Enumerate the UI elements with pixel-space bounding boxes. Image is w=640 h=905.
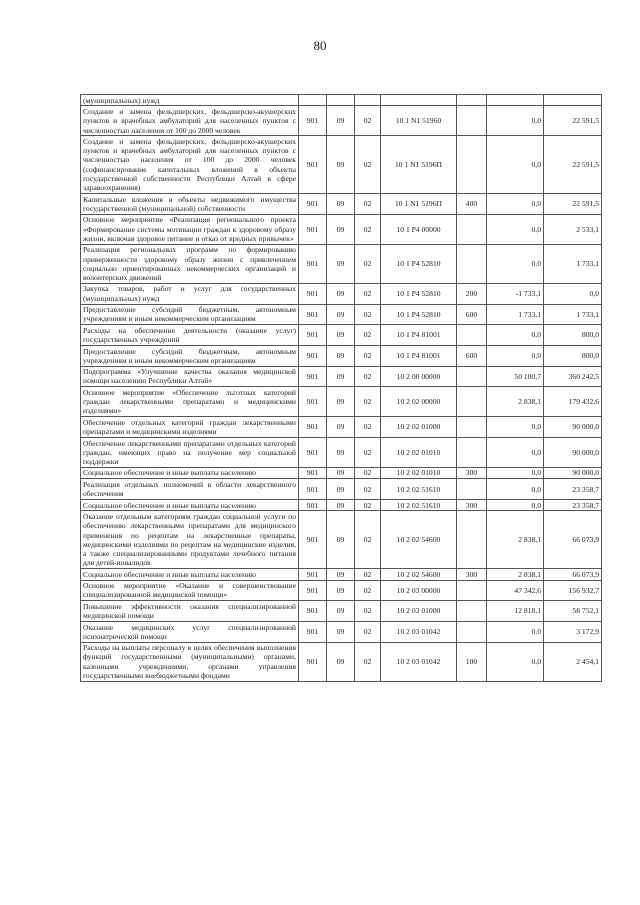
target-article-cell: 10 1 P4 52810	[381, 283, 457, 304]
expense-type-cell	[457, 387, 487, 417]
expense-type-cell: 300	[457, 467, 487, 478]
expense-name-cell: Предоставление субсидий бюджетным, автономным учреждениям и иным некоммерческим организациям	[81, 304, 299, 325]
change-amount-cell: 2 838,1	[487, 511, 544, 569]
target-article-cell: 10 1 N1 5196П	[381, 194, 457, 215]
expense-type-cell	[457, 437, 487, 467]
subsection-code-cell: 02	[355, 437, 381, 467]
target-article-cell: 10 2 03 00000	[381, 580, 457, 601]
target-article-cell: 10 2 03 01000	[381, 601, 457, 622]
subsection-code-cell: 02	[355, 642, 381, 681]
change-amount-cell: 0,0	[487, 325, 544, 346]
expense-type-cell	[457, 417, 487, 438]
target-article-cell: 10 2 02 01000	[381, 417, 457, 438]
expense-type-cell	[457, 621, 487, 642]
change-amount-cell: 0,0	[487, 621, 544, 642]
total-amount-cell: 23 358,7	[544, 500, 602, 511]
change-amount-cell: 0,0	[487, 244, 544, 283]
grbs-code-cell: 901	[299, 283, 327, 304]
table-row	[81, 345, 602, 366]
expense-name-cell: Социальное обеспечение и иные выплаты населению	[81, 500, 299, 511]
grbs-code-cell: 901	[299, 136, 327, 194]
table-row	[81, 387, 602, 417]
target-article-cell: 10 2 00 00000	[381, 366, 457, 387]
change-amount-cell: 0,0	[487, 437, 544, 467]
table-row	[81, 642, 602, 681]
section-code-cell: 09	[327, 194, 355, 215]
section-code-cell: 09	[327, 366, 355, 387]
subsection-code-cell: 02	[355, 106, 381, 136]
expense-name-cell: Оказание медицинских услуг специализированной психиатрической помощи	[81, 621, 299, 642]
expense-name-cell: Оказание отдельным категориям граждан социальной услуги по обеспечению лекарственными препаратами для медицинского применения по рецептам на лекарственные препараты, медицинскими изделиями по рецептам на медицинские изделия, а также специализированными продуктами лечебного питания для детей-инвалидов	[81, 511, 299, 569]
total-amount-cell: 58 752,1	[544, 601, 602, 622]
expense-name-cell: Основное мероприятие «Оказание и совершенствование специализированной медицинской помощи»	[81, 580, 299, 601]
expense-type-cell: 300	[457, 500, 487, 511]
change-amount-cell: 2 838,1	[487, 569, 544, 580]
expense-type-cell	[457, 214, 487, 244]
total-amount-cell: 66 073,9	[544, 511, 602, 569]
change-amount-cell: 0,0	[487, 214, 544, 244]
table-row	[81, 417, 602, 438]
section-code-cell: 09	[327, 387, 355, 417]
subsection-code-cell: 02	[355, 580, 381, 601]
expense-name-cell: Создание и замена фельдшерских, фельдшерско-акушерских пунктов и врачебных амбулаторий для населенных пунктов с численностью населения от 100 до 2000 человек (софинансирование капитальных вложений в объекты государственной собственности Республики Алтай в сфере здравоохранения)	[81, 136, 299, 194]
section-code-cell: 09	[327, 580, 355, 601]
section-code-cell: 09	[327, 500, 355, 511]
expense-name-cell: (муниципальных) нужд	[81, 95, 299, 106]
total-amount-cell: 22 591,5	[544, 106, 602, 136]
subsection-code-cell: 02	[355, 417, 381, 438]
subsection-code-cell: 02	[355, 136, 381, 194]
expense-type-cell	[457, 325, 487, 346]
table-row	[81, 601, 602, 622]
change-amount-cell: 0,0	[487, 417, 544, 438]
total-amount-cell: 23 358,7	[544, 479, 602, 500]
total-amount-cell: 0,0	[544, 283, 602, 304]
change-amount-cell: 0,0	[487, 500, 544, 511]
subsection-code-cell: 02	[355, 244, 381, 283]
expense-name-cell: Предоставление субсидий бюджетным, автономным учреждениям и иным некоммерческим организациям	[81, 345, 299, 366]
grbs-code-cell: 901	[299, 244, 327, 283]
change-amount-cell: -1 733,1	[487, 283, 544, 304]
total-amount-cell: 360 242,5	[544, 366, 602, 387]
expense-name-cell: Капитальные вложения в объекты недвижимого имущества государственной (муниципальной) собственности	[81, 194, 299, 215]
expense-name-cell: Социальное обеспечение и иные выплаты населению	[81, 467, 299, 478]
table-row	[81, 106, 602, 136]
total-amount-cell: 800,0	[544, 325, 602, 346]
expense-type-cell	[457, 136, 487, 194]
table-row	[81, 511, 602, 569]
change-amount-cell: 0,0	[487, 345, 544, 366]
section-code-cell: 09	[327, 283, 355, 304]
expense-name-cell: Расходы на обеспечение деятельности (оказание услуг) государственных учреждений	[81, 325, 299, 346]
section-code-cell: 09	[327, 136, 355, 194]
section-code-cell: 09	[327, 106, 355, 136]
target-article-cell: 10 2 03 01042	[381, 642, 457, 681]
subsection-code-cell: 02	[355, 214, 381, 244]
expense-name-cell: Социальное обеспечение и иные выплаты населению	[81, 569, 299, 580]
target-article-cell: 10 2 02 54600	[381, 569, 457, 580]
grbs-code-cell: 901	[299, 304, 327, 325]
subsection-code-cell	[355, 95, 381, 106]
subsection-code-cell: 02	[355, 500, 381, 511]
grbs-code-cell: 901	[299, 106, 327, 136]
grbs-code-cell	[299, 95, 327, 106]
table-row	[81, 569, 602, 580]
table-row	[81, 95, 602, 106]
target-article-cell: 10 1 P4 52810	[381, 304, 457, 325]
target-article-cell: 10 2 02 00000	[381, 387, 457, 417]
total-amount-cell: 2 533,1	[544, 214, 602, 244]
target-article-cell: 10 1 P4 81001	[381, 325, 457, 346]
section-code-cell: 09	[327, 417, 355, 438]
grbs-code-cell: 901	[299, 479, 327, 500]
change-amount-cell: 2 838,1	[487, 387, 544, 417]
total-amount-cell: 800,0	[544, 345, 602, 366]
expense-type-cell	[457, 106, 487, 136]
subsection-code-cell: 02	[355, 304, 381, 325]
expense-name-cell: Расходы на выплаты персоналу в целях обеспечения выполнения функций государственными (муниципальными) органами, казенными учреждениями, органами управления государственными внебюджетными фондами	[81, 642, 299, 681]
change-amount-cell: 0,0	[487, 642, 544, 681]
target-article-cell: 10 1 N1 51960	[381, 106, 457, 136]
expense-name-cell: Обеспечение отдельных категорий граждан лекарственными препаратами и медицинскими изделиями	[81, 417, 299, 438]
section-code-cell: 09	[327, 511, 355, 569]
subsection-code-cell: 02	[355, 479, 381, 500]
total-amount-cell: 156 932,7	[544, 580, 602, 601]
grbs-code-cell: 901	[299, 580, 327, 601]
grbs-code-cell: 901	[299, 621, 327, 642]
grbs-code-cell: 901	[299, 601, 327, 622]
grbs-code-cell: 901	[299, 511, 327, 569]
subsection-code-cell: 02	[355, 194, 381, 215]
grbs-code-cell: 901	[299, 194, 327, 215]
expense-type-cell: 600	[457, 345, 487, 366]
target-article-cell: 10 1 N1 5196П	[381, 136, 457, 194]
section-code-cell: 09	[327, 642, 355, 681]
total-amount-cell	[544, 95, 602, 106]
expense-name-cell: Обеспечение лекарственными препаратами отдельных категорий граждан, имеющих право на получение мер социальной поддержки	[81, 437, 299, 467]
change-amount-cell: 1 733,1	[487, 304, 544, 325]
change-amount-cell: 0,0	[487, 194, 544, 215]
expense-type-cell	[457, 601, 487, 622]
total-amount-cell: 90 000,0	[544, 467, 602, 478]
expense-name-cell: Реализация отдельных полномочий в области лекарственного обеспечения	[81, 479, 299, 500]
grbs-code-cell: 901	[299, 214, 327, 244]
section-code-cell: 09	[327, 601, 355, 622]
subsection-code-cell: 02	[355, 366, 381, 387]
subsection-code-cell: 02	[355, 387, 381, 417]
target-article-cell: 10 2 03 01042	[381, 621, 457, 642]
expense-name-cell: Закупка товаров, работ и услуг для государственных (муниципальных) нужд	[81, 283, 299, 304]
section-code-cell: 09	[327, 621, 355, 642]
subsection-code-cell: 02	[355, 325, 381, 346]
table-row	[81, 283, 602, 304]
section-code-cell: 09	[327, 479, 355, 500]
expense-type-cell	[457, 580, 487, 601]
grbs-code-cell: 901	[299, 325, 327, 346]
section-code-cell	[327, 95, 355, 106]
change-amount-cell: 0,0	[487, 479, 544, 500]
change-amount-cell: 0,0	[487, 136, 544, 194]
target-article-cell: 10 1 P4 00000	[381, 214, 457, 244]
table-row	[81, 366, 602, 387]
total-amount-cell: 90 000,0	[544, 437, 602, 467]
expense-type-cell	[457, 244, 487, 283]
grbs-code-cell: 901	[299, 467, 327, 478]
change-amount-cell: 47 342,6	[487, 580, 544, 601]
total-amount-cell: 22 591,5	[544, 136, 602, 194]
section-code-cell: 09	[327, 325, 355, 346]
total-amount-cell: 66 073,9	[544, 569, 602, 580]
change-amount-cell	[487, 95, 544, 106]
budget-table	[80, 94, 602, 682]
grbs-code-cell: 901	[299, 387, 327, 417]
subsection-code-cell: 02	[355, 621, 381, 642]
section-code-cell: 09	[327, 244, 355, 283]
section-code-cell: 09	[327, 467, 355, 478]
expense-name-cell: Создание и замена фельдшерских, фельдшерско-акушерских пунктов и врачебных амбулаторий для населенных пунктов с численностью населения от 100 до 2000 человек	[81, 106, 299, 136]
grbs-code-cell: 901	[299, 417, 327, 438]
subsection-code-cell: 02	[355, 601, 381, 622]
table-body	[81, 95, 602, 682]
target-article-cell	[381, 95, 457, 106]
target-article-cell: 10 1 P4 52810	[381, 244, 457, 283]
total-amount-cell: 1 733,1	[544, 304, 602, 325]
subsection-code-cell: 02	[355, 569, 381, 580]
target-article-cell: 10 2 02 01010	[381, 437, 457, 467]
total-amount-cell: 3 172,9	[544, 621, 602, 642]
table-row	[81, 621, 602, 642]
section-code-cell: 09	[327, 304, 355, 325]
table-row	[81, 580, 602, 601]
table-row	[81, 194, 602, 215]
section-code-cell: 09	[327, 214, 355, 244]
table-row	[81, 304, 602, 325]
table-row	[81, 214, 602, 244]
grbs-code-cell: 901	[299, 366, 327, 387]
total-amount-cell: 2 454,1	[544, 642, 602, 681]
expense-type-cell: 400	[457, 194, 487, 215]
total-amount-cell: 90 000,0	[544, 417, 602, 438]
target-article-cell: 10 1 P4 81001	[381, 345, 457, 366]
expense-type-cell: 300	[457, 569, 487, 580]
expense-type-cell	[457, 479, 487, 500]
target-article-cell: 10 2 02 54600	[381, 511, 457, 569]
total-amount-cell: 179 432,6	[544, 387, 602, 417]
target-article-cell: 10 2 02 51610	[381, 479, 457, 500]
section-code-cell: 09	[327, 345, 355, 366]
table-row	[81, 467, 602, 478]
expense-type-cell	[457, 366, 487, 387]
expense-type-cell	[457, 511, 487, 569]
table-row	[81, 479, 602, 500]
expense-name-cell: Повышение эффективности оказания специализированной медицинской помощи	[81, 601, 299, 622]
table-row	[81, 500, 602, 511]
grbs-code-cell: 901	[299, 642, 327, 681]
grbs-code-cell: 901	[299, 345, 327, 366]
expense-type-cell	[457, 95, 487, 106]
section-code-cell: 09	[327, 437, 355, 467]
expense-type-cell: 100	[457, 642, 487, 681]
grbs-code-cell: 901	[299, 437, 327, 467]
expense-type-cell: 200	[457, 283, 487, 304]
table-row	[81, 244, 602, 283]
table-row	[81, 437, 602, 467]
table-row	[81, 325, 602, 346]
change-amount-cell: 0,0	[487, 106, 544, 136]
target-article-cell: 10 2 02 01010	[381, 467, 457, 478]
total-amount-cell: 1 733,1	[544, 244, 602, 283]
grbs-code-cell: 901	[299, 500, 327, 511]
table-row	[81, 136, 602, 194]
expense-name-cell: Основное мероприятие «Обеспечение льготных категорий граждан лекарственными препаратами и медицинскими изделиями»	[81, 387, 299, 417]
change-amount-cell: 50 180,7	[487, 366, 544, 387]
subsection-code-cell: 02	[355, 467, 381, 478]
expense-name-cell: Подпрограмма «Улучшение качества оказания медицинской помощи населению Республики Алтай»	[81, 366, 299, 387]
change-amount-cell: 0,0	[487, 467, 544, 478]
page-number: 80	[313, 38, 327, 53]
change-amount-cell: 12 818,1	[487, 601, 544, 622]
subsection-code-cell: 02	[355, 283, 381, 304]
subsection-code-cell: 02	[355, 345, 381, 366]
target-article-cell: 10 2 02 51610	[381, 500, 457, 511]
total-amount-cell: 22 591,5	[544, 194, 602, 215]
grbs-code-cell: 901	[299, 569, 327, 580]
expense-name-cell: Реализация региональных программ по формированию приверженности здоровому образу жизни с привлечением социально ориентированных некоммерческих организаций и волонтерских движений	[81, 244, 299, 283]
expense-type-cell: 600	[457, 304, 487, 325]
subsection-code-cell: 02	[355, 511, 381, 569]
expense-name-cell: Основное мероприятие «Реализация регионального проекта «Формирование системы мотивации граждан к здоровому образу жизни, включая здоровое питание и отказ от вредных привычек»	[81, 214, 299, 244]
section-code-cell: 09	[327, 569, 355, 580]
